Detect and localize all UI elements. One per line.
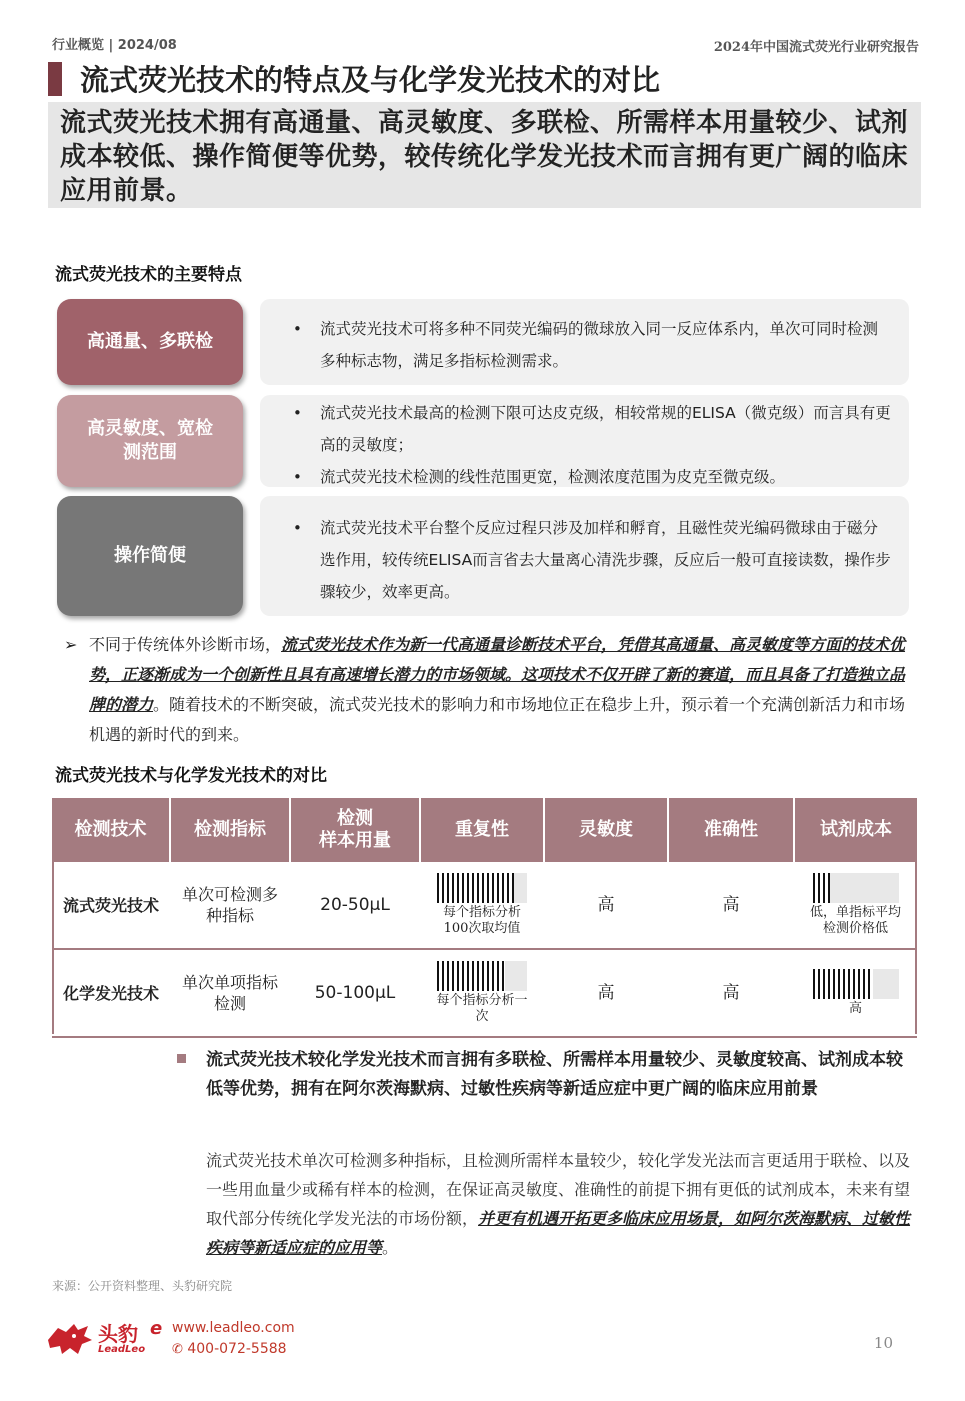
cost-caption: 高: [848, 1001, 862, 1016]
web-icon: e: [150, 1318, 163, 1339]
table-row: [52, 862, 917, 949]
comparison-table: [52, 798, 917, 1038]
repeatability-bar: [437, 961, 527, 991]
leadleo-logo: [44, 1318, 169, 1362]
col-header: 灵敏度: [544, 798, 668, 862]
col-header: 重复性: [420, 798, 544, 862]
col-header-text: 检测 样本用量: [319, 808, 391, 851]
brand-name: 头豹: [98, 1322, 138, 1346]
page-title: 流式荧光技术的特点及与化学发光技术的对比: [80, 63, 661, 97]
tech-name: [52, 949, 170, 1037]
summary-emphasis: 并更有机遇开拓更多临床应用场景，如阿尔茨海默病、过敏性疾病等新适应症的应用等: [206, 1209, 911, 1257]
table-header-row: [52, 798, 917, 862]
feature-box-sensitivity: [260, 395, 909, 487]
summary-body-text: 流式荧光技术单次可检测多种指标，且检测所需样本量较少，较化学发光法而言更适用于联检、以及一些用血量少或稀有样本的检测，在保证高灵敏度、准确性的前提下拥有更低的试剂成本，未来有望取代部分传统化学发光法的市场份额，: [206, 1151, 911, 1228]
table-row: [52, 949, 917, 1037]
cost-bar: [813, 873, 899, 903]
col-header: 检测指标: [170, 798, 290, 862]
cost-cell: [794, 949, 917, 1037]
cost-cell: [794, 862, 917, 949]
col-header: 检测技术: [52, 798, 170, 862]
accuracy-cell: 高: [668, 949, 794, 1037]
repeatability-bar-fill: [437, 873, 514, 903]
feature-point: • 流式荧光技术检测的线性范围更宽，检测浓度范围为皮克至微克级。: [260, 461, 909, 493]
sensitivity-cell: 高: [544, 862, 668, 949]
phone-icon: ✆: [172, 1342, 183, 1357]
phone-number: [172, 1341, 287, 1357]
col-header: 准确性: [668, 798, 794, 862]
repeatability-caption: 每个指标分析100次取均值: [442, 905, 521, 936]
summary-title: 流式荧光技术较化学发光技术而言拥有多联检、所需样本用量较少、灵敏度较高、试剂成本较低等优势，拥有在阿尔茨海默病、过敏性疾病等新适应症中更广阔的临床应用前景: [206, 1050, 903, 1099]
feature-point: • 流式荧光技术可将多种不同荧光编码的微球放入同一反应体系内，单次可同时检测多种标志物，满足多指标检测需求。: [260, 313, 909, 377]
phone-text: 400-072-5588: [187, 1341, 287, 1357]
cost-bar: [813, 969, 899, 999]
repeatability-bar: [437, 873, 527, 903]
para-lead: 不同于传统体外诊断市场，: [89, 635, 282, 654]
title-accent-bar: [48, 62, 62, 96]
leopard-icon: [44, 1318, 96, 1358]
para-emphasis: 流式荧光技术作为新一代高通量诊断技术平台，凭借其高通量、高灵敏度等方面的技术优势，正逐渐成为一个创新性且具有高速增长潜力的市场领域。这项技术不仅开辟了新的赛道，而且具备了打造独立品牌的潜力: [89, 635, 906, 714]
cost-caption: 低，单指标平均检测价格低: [809, 905, 901, 936]
repeatability-cell: [420, 949, 544, 1037]
tech-name: [52, 862, 170, 949]
feature-label-text: 高灵敏度、宽检测范围: [87, 418, 213, 463]
indicator-text: 单次单项指标检测: [182, 973, 279, 1013]
feature-point: • 流式荧光技术平台整个反应过程只涉及加样和孵育，且磁性荧光编码微球由于磁分选作用，较传统ELISA而言省去大量离心清洗步骤，反应后一般可直接读数，操作步骤较少，效率更高。: [260, 512, 909, 608]
feature-label-sensitivity: [57, 395, 243, 487]
feature-label-simplicity: 操作简便: [57, 496, 243, 616]
sample-cell: 50-100μL: [290, 949, 420, 1037]
tech-name-text: 流式荧光技术: [63, 895, 160, 915]
header-report-title: 2024年中国流式荧光行业研究报告: [713, 40, 919, 55]
sensitivity-cell: 高: [544, 949, 668, 1037]
indicator-cell: [170, 949, 290, 1037]
lead-text: 流式荧光技术拥有高通量、高灵敏度、多联检、所需样本用量较少、试剂成本较低、操作简便等优势，较传统化学发光技术而言拥有更广阔的临床应用前景。: [60, 108, 909, 206]
website-link[interactable]: www.leadleo.com: [172, 1320, 295, 1336]
market-paragraph: [64, 630, 914, 750]
cost-bar-fill: [813, 969, 873, 999]
repeatability-cell: [420, 862, 544, 949]
lead-box: [48, 102, 921, 208]
summary-body: [206, 1146, 916, 1262]
feature-label-throughput: 高通量、多联检: [57, 299, 243, 385]
indicator-cell: [170, 862, 290, 949]
arrow-bullet-icon: ➢: [64, 635, 78, 654]
header-section-date: 行业概览 | 2024/08: [52, 38, 177, 53]
feature-point: • 流式荧光技术最高的检测下限可达皮克级，相较常规的ELISA（微克级）而言具有更高的灵敏度；: [260, 397, 909, 461]
sample-cell: 20-50μL: [290, 862, 420, 949]
square-bullet-icon: [177, 1054, 186, 1063]
page-number: 10: [873, 1334, 893, 1352]
cost-bar-fill: [813, 873, 830, 903]
feature-box-throughput: [260, 299, 909, 385]
para-tail: 。随着技术的不断突破，流式荧光技术的影响力和市场地位正在稳步上升，预示着一个充满创新活力和市场机遇的新时代的到来。: [89, 695, 906, 744]
repeatability-bar-fill: [437, 961, 505, 991]
brand-name-en: LeadLeo: [98, 1344, 146, 1355]
accuracy-cell: 高: [668, 862, 794, 949]
summary-body-end: 。: [382, 1238, 399, 1257]
col-header: 试剂成本: [794, 798, 917, 862]
feature-box-simplicity: [260, 496, 909, 616]
source-note: 来源：公开资料整理、头豹研究院: [52, 1279, 233, 1293]
comparison-section-title: 流式荧光技术与化学发光技术的对比: [55, 766, 327, 786]
features-section-title: 流式荧光技术的主要特点: [55, 265, 242, 285]
repeatability-caption: 每个指标分析一次: [436, 993, 528, 1024]
col-header: [290, 798, 420, 862]
indicator-text: 单次可检测多种指标: [182, 885, 279, 925]
tech-name-text: 化学发光技术: [63, 983, 160, 1003]
